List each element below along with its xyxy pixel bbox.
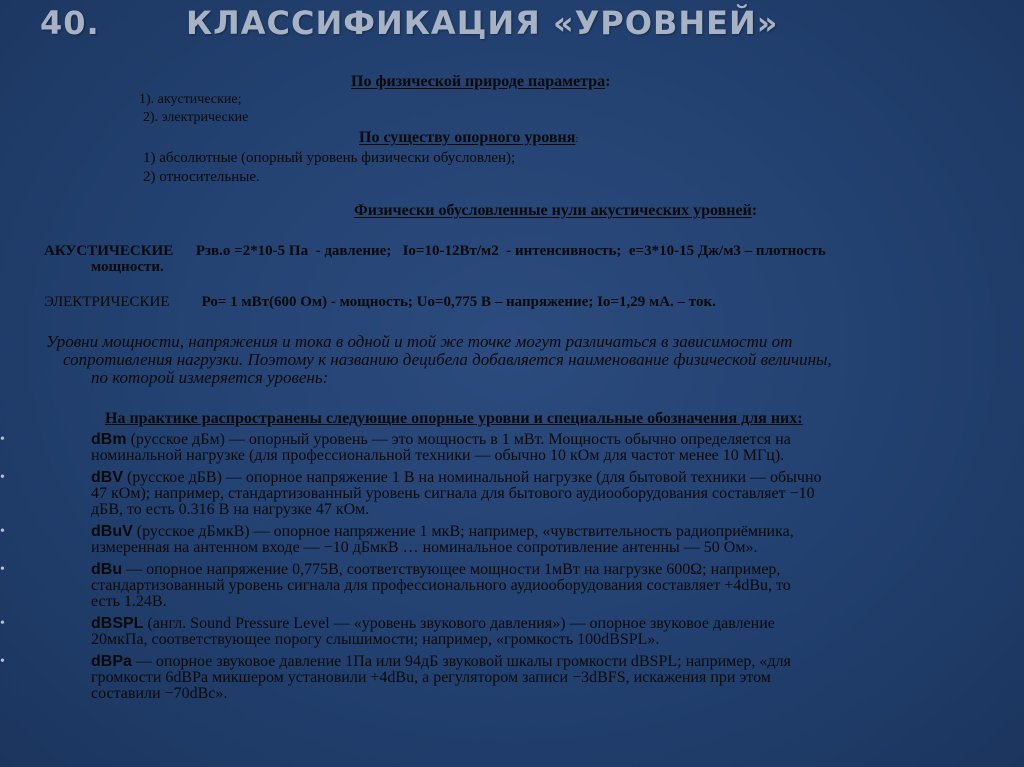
list-item: [0, 653, 984, 702]
electric-reference-line: [44, 294, 716, 311]
item-text: 47 кОм); например, стандартизованный уровень сигнала для бытового аудиооборудования составляет −10: [91, 485, 815, 502]
list-item: [0, 561, 984, 610]
item-text: 20мкПа, соответствующее порогу слышимости; например, «громкость 100dBSPL».: [91, 631, 660, 648]
list-item-electric: 2). электрические: [143, 110, 249, 125]
item-text: (русское дБмкВ) — опорное напряжение 1 мкВ; например, «чувствительность радиоприёмника,: [132, 523, 794, 540]
electric-values: Ро= 1 мВт(600 Ом) - мощность; Uо=0,775 В – напряжение; Iо=1,29 мА. – ток.: [201, 294, 716, 310]
section-heading-reference-level: По существу опорного уровня:: [359, 129, 579, 146]
term-label: dBuV: [91, 523, 133, 540]
acoustic-reference-line-cont: мощности.: [91, 259, 164, 275]
bullet-icon: •: [0, 616, 5, 631]
term-label: dBSPL: [91, 615, 144, 632]
list-item-absolute: 1) абсолютные (опорный уровень физически обусловлен);: [143, 150, 516, 166]
item-text: измеренная на антенном входе — −10 дБмкВ … номинальное сопротивление антенны — 50 Ом».: [91, 539, 758, 556]
item-text: номинальной нагрузке (для профессиональной техники — обычно 10 кОм для частот менее 10 МГц).: [91, 447, 785, 464]
term-label: dBV: [91, 469, 123, 486]
item-text: — опорное звуковое давление 1Па или 94дБ звуковой шкалы громкости dBSPL; например, «для: [131, 653, 791, 670]
practice-heading: На практике распространены следующие опорные уровни и специальные обозначения для них:: [105, 410, 803, 427]
item-text: (англ. Sound Pressure Level — «уровень звукового давления») — опорное звуковое давление: [143, 615, 775, 632]
bullet-icon: •: [0, 432, 5, 447]
acoustic-reference-line: АКУСТИЧЕСКИЕ Рзв.о =2*10-5 Па - давление; Iо=10-12Вт/м2 - интенсивность; е=3*10-15 Дж/м3 – плотность: [44, 243, 826, 259]
electric-label: ЭЛЕКТРИЧЕСКИЕ: [44, 294, 170, 310]
item-text: дБВ, то есть 0.316 В на нагрузке 47 кОм.: [91, 501, 370, 518]
reference-levels-list: [0, 431, 984, 708]
term-label: dBu: [91, 561, 123, 578]
item-text: (русское дБм) — опорный уровень — это мощность в 1 мВт. Мощность обычно определяется на: [126, 431, 791, 448]
list-item-acoustic: 1). акустические;: [139, 92, 242, 107]
list-item: [0, 431, 984, 464]
item-text: есть 1.24В.: [91, 593, 167, 610]
bullet-icon: •: [0, 562, 5, 577]
term-label: dBPa: [91, 653, 132, 670]
bullet-icon: •: [0, 654, 5, 669]
bullet-icon: •: [0, 524, 5, 539]
item-text: (русское дБВ) — опорное напряжение 1 В на номинальной нагрузке (для бытовой техники — обычно: [123, 469, 822, 486]
term-label: dBm: [91, 431, 127, 448]
list-item: [0, 523, 984, 556]
item-text: стандартизованный уровень сигнала для профессионального аудиооборудования составляет +4dBu, то: [91, 577, 791, 594]
section-heading-physical-nature: По физической природе параметра:: [351, 73, 611, 90]
slide-title-text: КЛАССИФИКАЦИЯ «УРОВНЕЙ»: [186, 4, 779, 42]
bullet-icon: •: [0, 470, 5, 485]
item-text: составили −70dBc».: [91, 685, 228, 702]
slide-title: [40, 4, 778, 42]
list-item: [0, 469, 984, 518]
levels-paragraph: Уровни мощности, напряжения и тока в одной и той же точке могут различаться в зависимости от сопротивления нагрузки. Поэтому к названию децибела добавляется наименование физической величины, по которой измеряется уровень:: [46, 332, 832, 387]
list-item-relative: 2) относительные.: [143, 169, 260, 185]
item-text: громкости 6dBPa микшером установили +4dBu, а регулятором записи −3dBFS, искажения при этом: [91, 669, 771, 686]
slide-number: 40.: [40, 4, 100, 42]
section-heading-physical-zeros: Физически обусловленные нули акустических уровней:: [354, 202, 758, 219]
list-item: [0, 615, 984, 648]
item-text: — опорное напряжение 0,775В, соответствующее мощности 1мВт на нагрузке 600Ω; например,: [122, 561, 781, 578]
